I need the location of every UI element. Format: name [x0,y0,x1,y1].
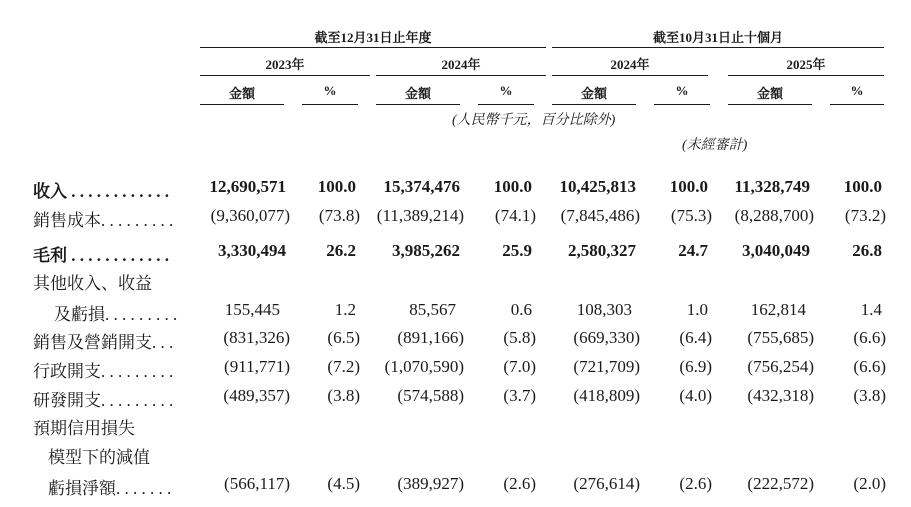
percent-cell: 100.0 [317,177,356,196]
row-label: 模型下的減值 [48,448,150,467]
year-rule-2025-ten-months [728,75,884,76]
percent-header: % [675,83,689,98]
amount-cell: (755,685) [747,328,814,347]
amount-header: 金額 [756,86,783,101]
amount-cell: 12,690,571 [209,177,286,196]
percent-cell: (3.8) [327,386,360,405]
amount-cell: (9,360,077) [210,206,290,225]
percent-cell: (6.5) [327,328,360,347]
amount-rule [200,104,284,105]
amount-cell: (721,709) [573,357,640,376]
amount-cell: (669,330) [573,328,640,347]
percent-cell: 26.2 [326,241,356,260]
percent-rule [478,104,534,105]
percent-cell: (4.0) [679,386,712,405]
percent-cell: (73.2) [844,206,886,225]
year-rule-2024-ten-months [552,75,708,76]
percent-rule [654,104,710,105]
amount-cell: (574,588) [397,386,464,405]
percent-cell: (6.6) [853,328,886,347]
percent-cell: (4.5) [327,474,360,493]
group-header-full-year: 截至12月31日止年度 [314,30,432,45]
percent-cell: 100.0 [843,177,882,196]
group-rule-ten-months [552,47,884,48]
amount-cell: (1,070,590) [384,357,464,376]
year-rule-2023 [200,75,370,76]
row-label: 預期信用損失 [33,419,135,438]
amount-cell: (756,254) [747,357,814,376]
table-row-rnd-expenses [0,386,911,414]
amount-cell: (911,771) [224,357,290,376]
amount-header: 金額 [580,86,607,101]
table-row-ecl-heading-2 [0,443,911,471]
amount-cell: (489,357) [223,386,290,405]
percent-header: % [323,83,337,98]
amount-cell: (7,845,486) [560,206,640,225]
percent-cell: 26.8 [852,241,882,260]
amount-cell: (418,809) [573,386,640,405]
amount-cell: (11,389,214) [376,206,464,225]
percent-cell: 24.7 [678,241,708,260]
row-label: 收入 . . . . . . . . . . . . [33,182,169,201]
unaudited-note: (未經審計) [682,138,748,153]
percent-cell: (2.6) [503,474,536,493]
percent-cell: (5.8) [503,328,536,347]
currency-note: (人民幣千元，百分比除外) [452,113,616,128]
percent-cell: (2.6) [679,474,712,493]
percent-cell: (6.9) [679,357,712,376]
amount-cell: (891,166) [397,328,464,347]
percent-cell: 1.2 [334,300,356,319]
amount-cell: 3,985,262 [392,241,460,260]
percent-cell: 1.0 [686,300,708,319]
percent-cell: (2.0) [853,474,886,493]
amount-cell: (222,572) [747,474,814,493]
table-row-admin-expenses [0,357,911,385]
percent-cell: (6.4) [679,328,712,347]
row-label: 行政開支. . . . . . . . . [33,362,174,381]
percent-cell: (74.1) [494,206,536,225]
row-label: 其他收入、收益 [33,274,152,293]
year-header-2025-ten-months: 2025年 [786,57,826,72]
row-label: 及虧損. . . . . . . . . [54,305,178,324]
table-row-cost-of-sales [0,206,911,234]
amount-cell: (8,288,700) [734,206,814,225]
percent-cell: 100.0 [493,177,532,196]
year-rule-2024 [376,75,546,76]
amount-cell: 2,580,327 [568,241,636,260]
amount-cell: (389,927) [397,474,464,493]
table-row-selling-expenses [0,328,911,356]
row-label: 研發開支. . . . . . . . . [33,391,174,410]
table-row-ecl-heading-1 [0,414,911,442]
amount-cell: (276,614) [573,474,640,493]
year-header-2024: 2024年 [441,57,481,72]
row-label: 毛利 . . . . . . . . . . . . [33,246,169,265]
amount-cell: (831,326) [223,328,290,347]
percent-cell: (7.2) [327,357,360,376]
percent-rule [302,104,358,105]
percent-cell: 25.9 [502,241,532,260]
row-label: 銷售成本. . . . . . . . . [33,211,174,230]
percent-cell: (3.7) [503,386,536,405]
percent-cell: (73.8) [318,206,360,225]
amount-cell: 108,303 [576,300,632,319]
table-row-gross-profit [0,241,911,269]
amount-cell: 85,567 [409,300,456,319]
year-header-2023: 2023年 [265,57,305,72]
group-header-ten-months: 截至10月31日止十個月 [652,30,783,45]
amount-cell: 3,040,049 [742,241,810,260]
amount-header: 金額 [228,86,255,101]
amount-cell: (566,117) [224,474,290,493]
amount-rule [552,104,636,105]
percent-cell: 1.4 [860,300,882,319]
row-label: 銷售及營銷開支. . . [33,333,174,352]
amount-cell: 10,425,813 [559,177,636,196]
amount-cell: 11,328,749 [734,177,810,196]
amount-rule [728,104,812,105]
amount-cell: 3,330,494 [218,241,286,260]
percent-cell: 100.0 [669,177,708,196]
amount-cell: 155,445 [224,300,280,319]
percent-header: % [850,83,864,98]
table-row-other-income-heading [0,269,911,297]
amount-rule [376,104,460,105]
table-row-impairment-losses [0,474,911,502]
amount-cell: 162,814 [750,300,806,319]
amount-cell: 15,374,476 [383,177,460,196]
amount-cell: (432,318) [747,386,814,405]
percent-header: % [499,83,513,98]
percent-cell: 0.6 [510,300,532,319]
table-row-other-income [0,300,911,328]
row-label: 虧損淨額. . . . . . . [48,479,172,498]
year-header-2024-ten-months: 2024年 [610,57,650,72]
group-rule-full-year [200,47,546,48]
percent-cell: (3.8) [853,386,886,405]
percent-cell: (75.3) [670,206,712,225]
percent-rule [830,104,884,105]
amount-header: 金額 [404,86,431,101]
percent-cell: (7.0) [503,357,536,376]
table-row-revenue [0,177,911,205]
percent-cell: (6.6) [853,357,886,376]
